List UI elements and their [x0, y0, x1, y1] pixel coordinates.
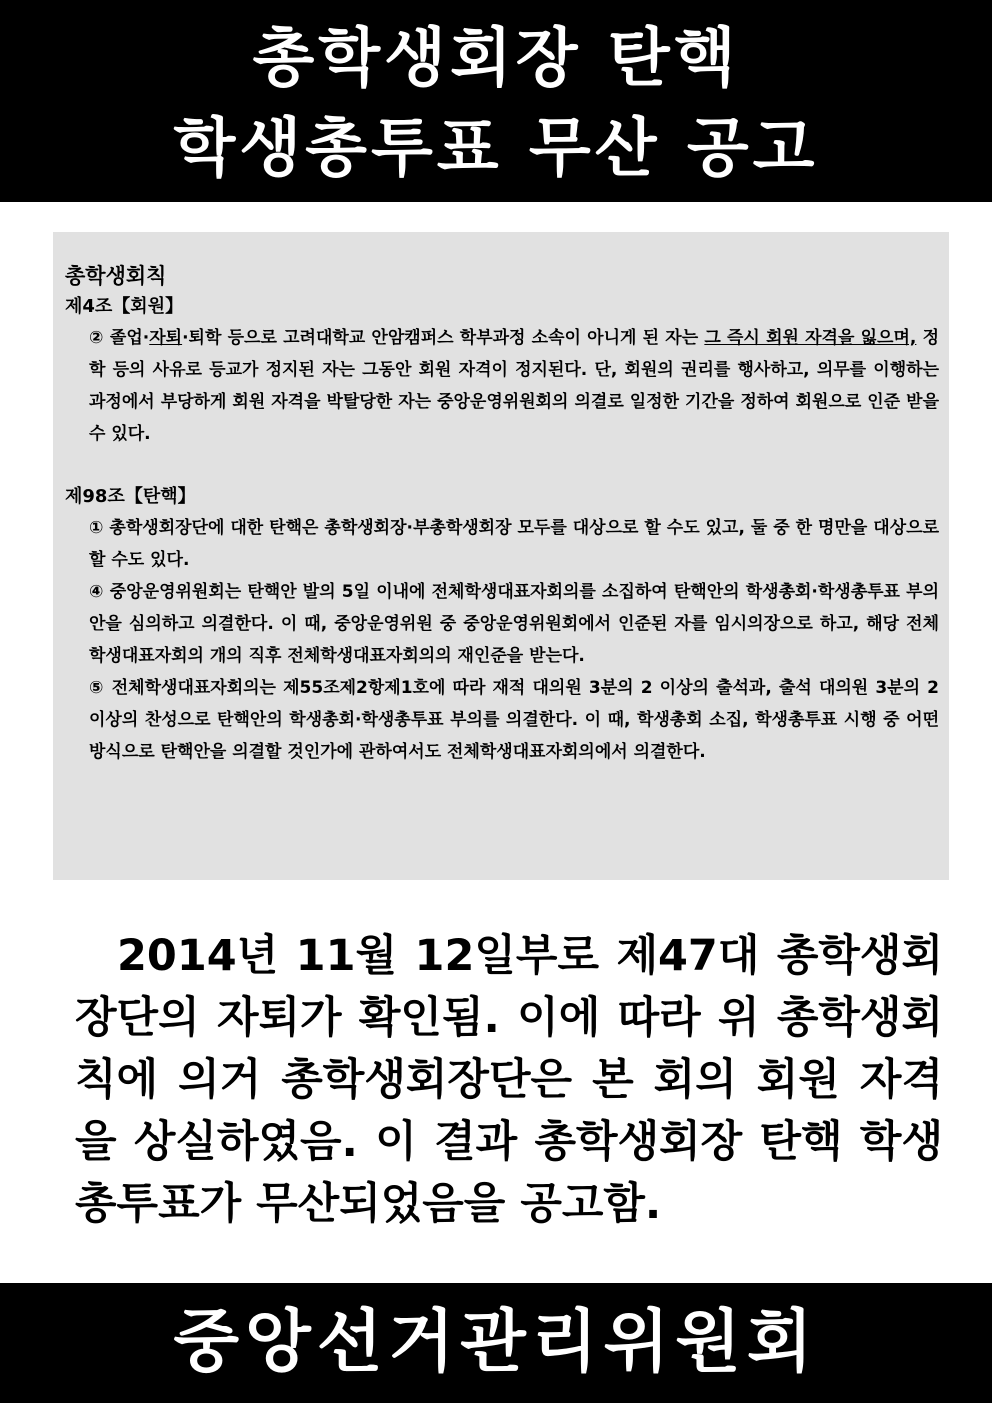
- rules-document-title: 총학생회칙: [65, 264, 167, 288]
- article-98-clause-1: ① 총학생회장단에 대한 탄핵은 총학생회장·부총학생회장 모두를 대상으로 할 수도 있고, 둘 중 한 명만을 대상으로 할 수도 있다.: [89, 518, 939, 570]
- clause-text: 정학 등의 사유로 등교가 정지된 자는 그동안 회원 자격이 정지된다. 단, 회원의 권리를 행사하고, 의무를 이행하는 과정에서 부당하게 회원 자격을 박탈당한 자는 중앙운영위원회의 의결로 일정한 기간을 정하여 회원으로 인준 받을 수 있다.: [89, 328, 940, 444]
- rules-excerpt-box: [53, 232, 949, 880]
- article-98-title: 제98조【탄핵】: [65, 486, 196, 507]
- title-line-2: 학생총투표 무산 공고: [173, 112, 819, 186]
- notice-statement: 2014년 11월 12일부로 제47대 총학생회장단의 자퇴가 확인됨. 이에 따라 위 총학생회칙에 의거 총학생회장단은 본 회의 회원 자격을 상실하였음. 이 결과 총학생회장 탄핵 학생총투표가 무산되었음을 공고함.: [75, 931, 943, 1229]
- title-line-1: 총학생회장 탄핵: [252, 22, 740, 96]
- article-98-clause-5: ⑤ 전체학생대표자회의는 제55조제2항제1호에 따라 재적 대의원 3분의 2 이상의 출석과, 출석 대의원 3분의 2 이상의 찬성으로 탄핵안의 학생총회·학생총투표 부의를 의결한다. 이 때, 학생총회 소집, 학생총투표 시행 중 어떤 방식으로 탄핵안을 의결할 것인가에 관하여서도 전체학생대표자회의에서 의결한다.: [89, 678, 939, 762]
- footer-banner: [0, 1283, 992, 1403]
- clause-underlined-text: 그 즉시 회원 자격을 잃으며,: [704, 328, 917, 348]
- title-banner: [0, 0, 992, 202]
- article-4-clause-2: [89, 322, 939, 450]
- spacer: [65, 450, 939, 482]
- clause-text: ·퇴학 등으로 고려대학교 안암캠퍼스 학부과정 소속이 아니게 된 자는: [182, 328, 705, 348]
- article-4-title: 제4조【회원】: [65, 296, 184, 317]
- clause-text: ② 졸업·: [89, 328, 150, 348]
- issuing-organization: 중앙선거관리위원회: [173, 1303, 819, 1382]
- clause-underlined-text: 자퇴: [149, 328, 183, 348]
- article-98-clause-4: ④ 중앙운영위원회는 탄핵안 발의 5일 이내에 전체학생대표자회의를 소집하여 탄핵안의 학생총회·학생총투표 부의안을 심의하고 의결한다. 이 때, 중앙운영위원 중 중앙운영위원회에서 인준된 자를 임시의장으로 하고, 해당 전체학생대표자회의 개의 직후 전체학생대표자회의의 재인준을 받는다.: [89, 582, 939, 666]
